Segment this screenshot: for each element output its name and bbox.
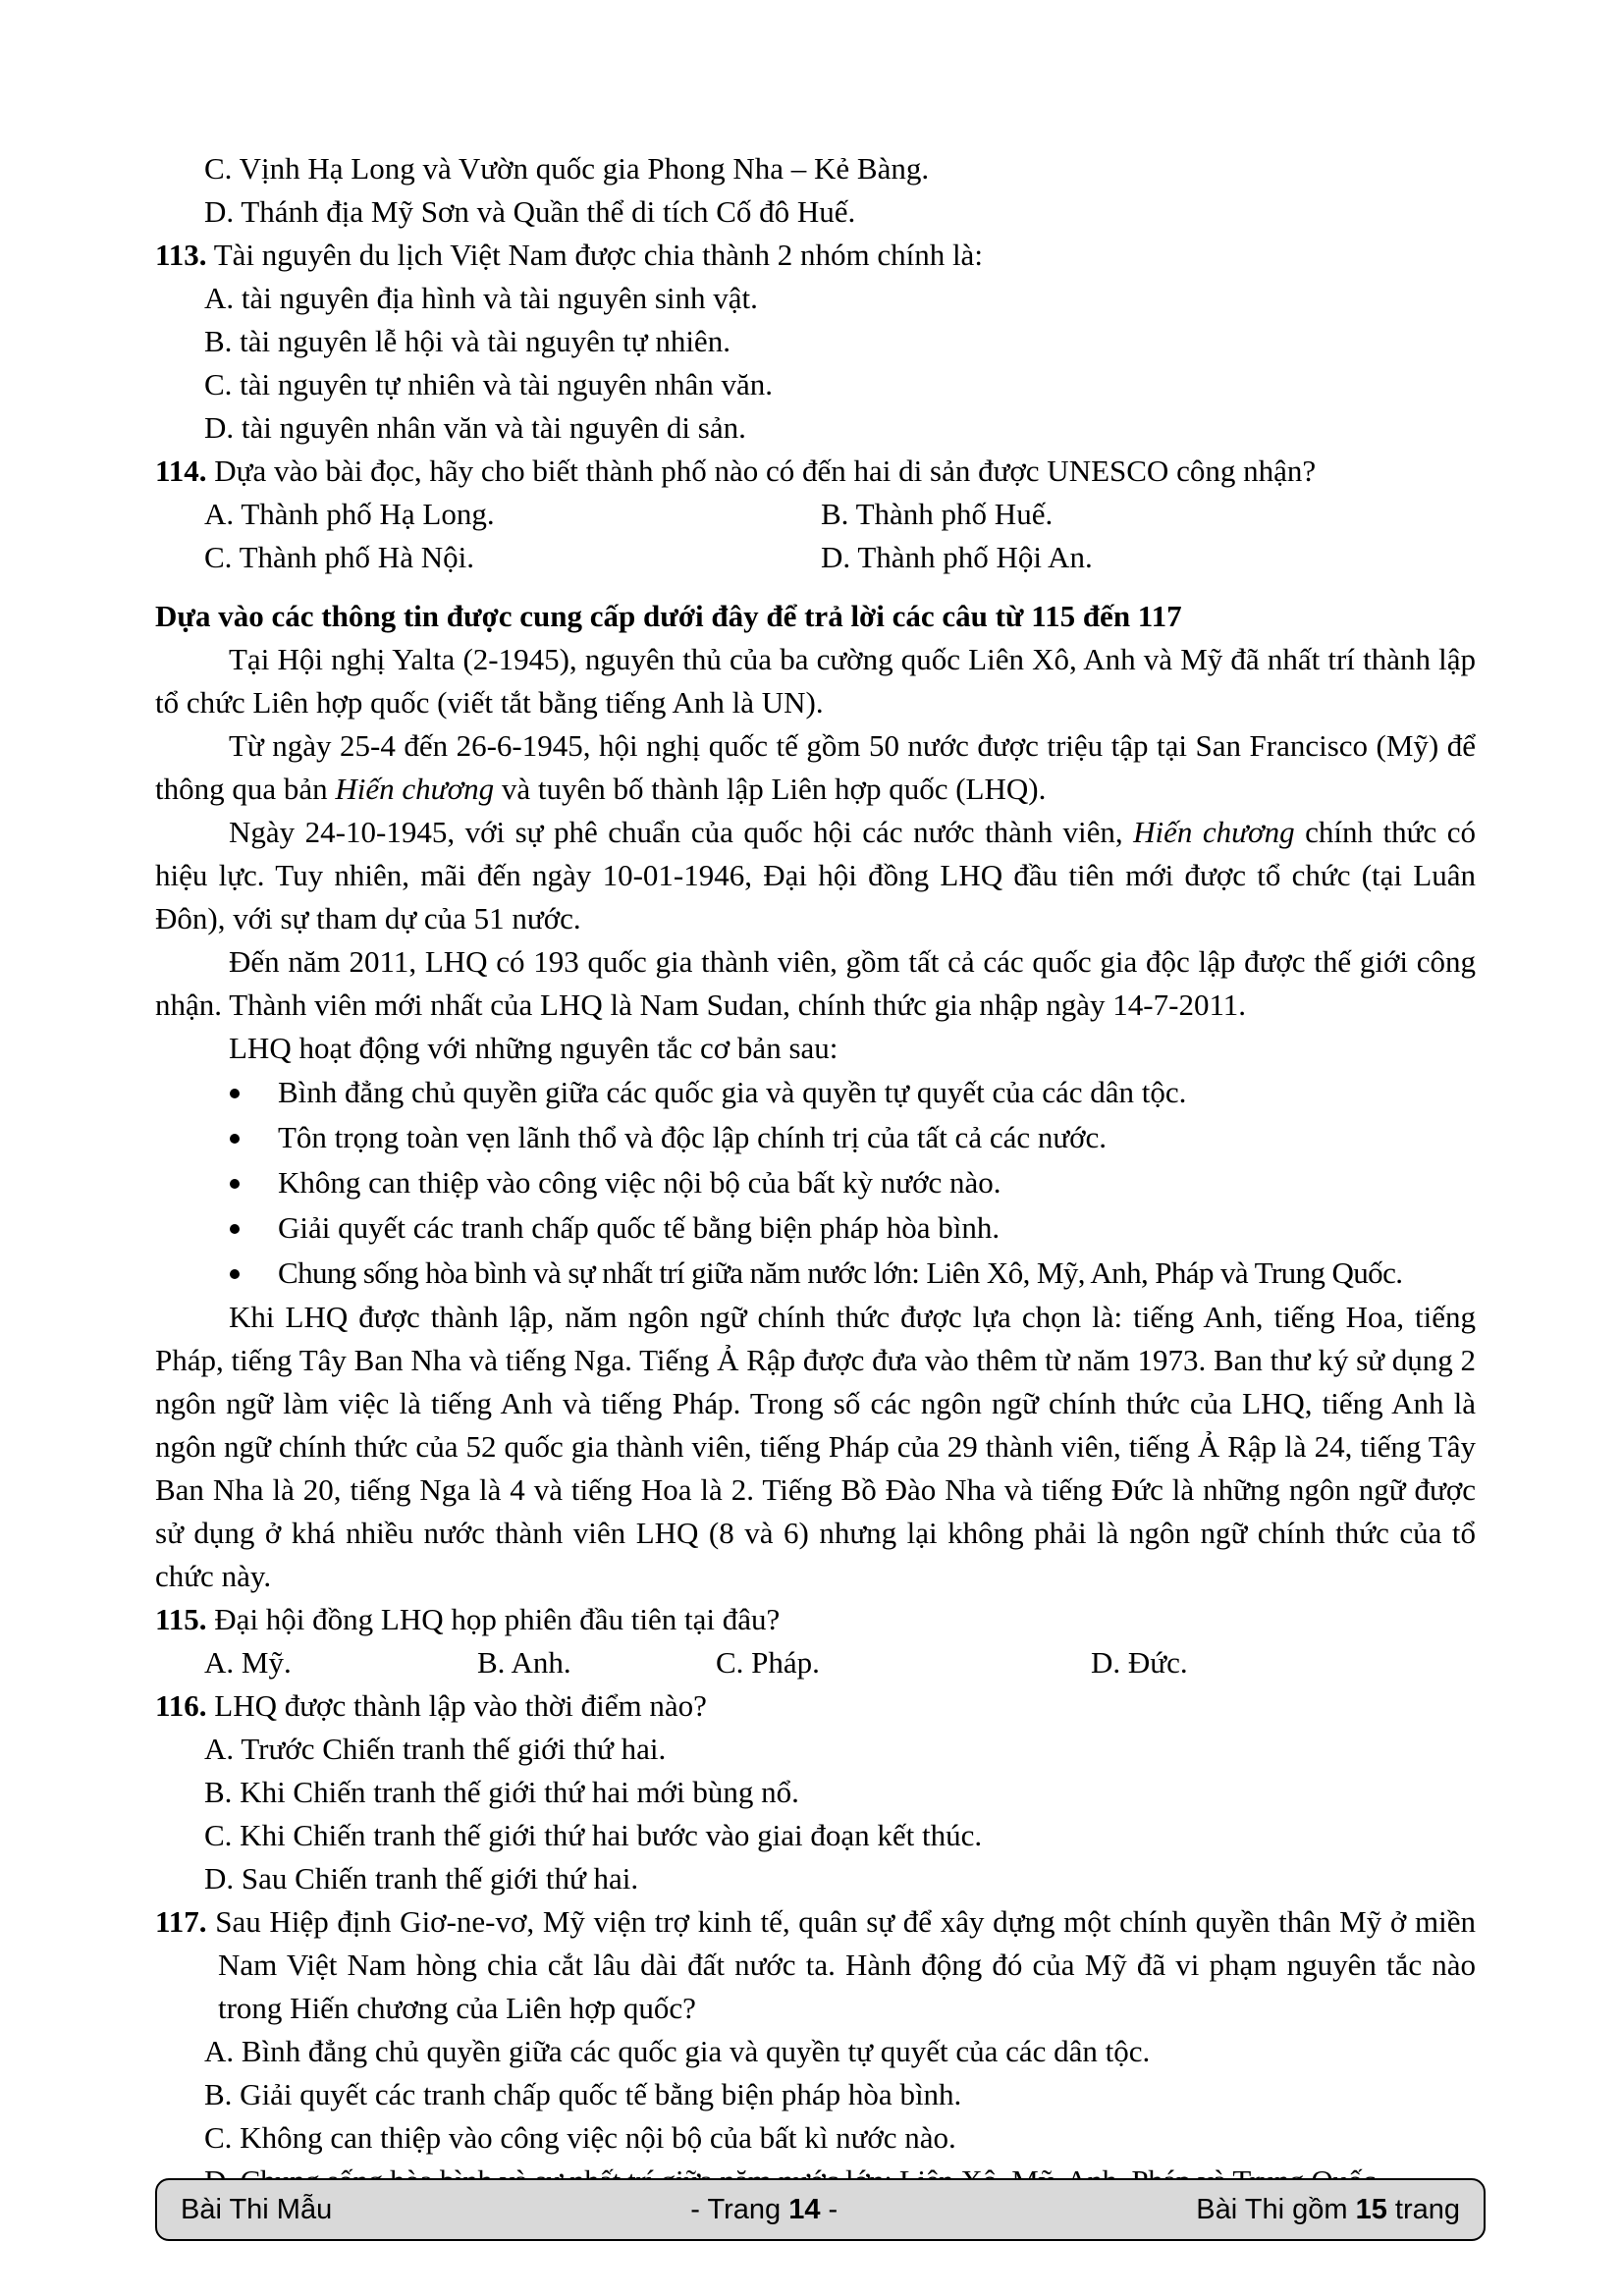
- option: B. tài nguyên lễ hội và tài nguyên tự nhiên.: [204, 324, 730, 358]
- question-text: Dựa vào bài đọc, hãy cho biết thành phố nào có đến hai di sản được UNESCO công nhận?: [206, 454, 1317, 488]
- question-116: [155, 1684, 1476, 1728]
- passage-paragraph: Khi LHQ được thành lập, năm ngôn ngữ chính thức được lựa chọn là: tiếng Anh, tiếng Hoa, tiếng Pháp, tiếng Tây Ban Nha và tiếng Nga. Tiếng Ả Rập được đưa vào thêm từ năm 1973. Ban thư ký sử dụng 2 ngôn ngữ làm việc là tiếng Anh và tiếng Pháp. Trong số các ngôn ngữ chính thức của LHQ, tiếng Anh là ngôn ngữ chính thức của 52 quốc gia thành viên, tiếng Pháp của 29 thành viên, tiếng Ả Rập là 24, tiếng Tây Ban Nha là 20, tiếng Nga là 4 và tiếng Hoa là 2. Tiếng Bồ Đào Nha và tiếng Đức là những ngôn ngữ được sử dụng ở khá nhiều nước thành viên LHQ (8 và 6) nhưng lại không phải là ngôn ngữ chính thức của tổ chức này.: [155, 1300, 1476, 1593]
- option: C. Khi Chiến tranh thế giới thứ hai bước vào giai đoạn kết thúc.: [204, 1818, 983, 1852]
- question-number: 115.: [155, 1602, 207, 1636]
- option: B. Anh.: [477, 1645, 571, 1680]
- question-text: Tài nguyên du lịch Việt Nam được chia thành 2 nhóm chính là:: [206, 238, 983, 272]
- option: A. Thành phố Hạ Long.: [204, 497, 495, 531]
- option: D. Thành phố Hội An.: [821, 540, 1093, 574]
- question-text: Sau Hiệp định Giơ-ne-vơ, Mỹ viện trợ kinh tế, quân sự để xây dựng một chính quyền thân Mỹ ở miền Nam Việt Nam hòng chia cắt lâu dài đất nước ta. Hành động đó của Mỹ đã vi phạm nguyên tắc nào trong Hiến chương của Liên hợp quốc?: [206, 1904, 1476, 2025]
- question-text: LHQ được thành lập vào thời điểm nào?: [206, 1688, 707, 1723]
- question-113: [155, 234, 1476, 277]
- passage-paragraph: Tại Hội nghị Yalta (2-1945), nguyên thủ của ba cường quốc Liên Xô, Anh và Mỹ đã nhất trí thành lập tổ chức Liên hợp quốc (viết tắt bằng tiếng Anh là UN).: [155, 642, 1476, 720]
- question-text: Đại hội đồng LHQ họp phiên đầu tiên tại đâu?: [206, 1602, 781, 1636]
- passage-paragraph: Đến năm 2011, LHQ có 193 quốc gia thành viên, gồm tất cả các quốc gia độc lập được thế giới công nhận. Thành viên mới nhất của LHQ là Nam Sudan, chính thức gia nhập ngày 14-7-2011.: [155, 944, 1476, 1022]
- option: D. Đức.: [1091, 1645, 1188, 1680]
- options-row: [155, 493, 1476, 536]
- option: C. Không can thiệp vào công việc nội bộ của bất kì nước nào.: [204, 2120, 956, 2155]
- option: C. Vịnh Hạ Long và Vườn quốc gia Phong Nha – Kẻ Bàng.: [204, 151, 930, 186]
- option: C. Thành phố Hà Nội.: [204, 540, 474, 574]
- page-footer: [155, 2178, 1486, 2241]
- option: B. Giải quyết các tranh chấp quốc tế bằng biện pháp hòa bình.: [204, 2077, 962, 2111]
- passage-paragraph: Ngày 24-10-1945, với sự phê chuẩn của quốc hội các nước thành viên, Hiến chương chính thức có hiệu lực. Tuy nhiên, mãi đến ngày 10-01-1946, Đại hội đồng LHQ đầu tiên mới được tổ chức (tại Luân Đôn), với sự tham dự của 51 nước.: [155, 815, 1476, 935]
- passage-paragraph: LHQ hoạt động với những nguyên tắc cơ bản sau:: [229, 1031, 839, 1065]
- option: B. Khi Chiến tranh thế giới thứ hai mới bùng nổ.: [204, 1775, 799, 1809]
- options-row: [155, 536, 1476, 579]
- option: A. Bình đẳng chủ quyền giữa các quốc gia và quyền tự quyết của các dân tộc.: [204, 2034, 1151, 2068]
- option: A. tài nguyên địa hình và tài nguyên sinh vật.: [204, 281, 758, 315]
- exam-page: [155, 147, 1476, 2203]
- footer-total-pages: Bài Thi gồm 15 trang: [1196, 2193, 1460, 2225]
- list-item: Tôn trọng toàn vẹn lãnh thổ và độc lập chính trị của tất cả các nước.: [155, 1115, 1476, 1160]
- question-number: 114.: [155, 454, 207, 488]
- question-117: [155, 1900, 1476, 2030]
- option: D. tài nguyên nhân văn và tài nguyên di sản.: [204, 410, 746, 445]
- option: D. Thánh địa Mỹ Sơn và Quần thể di tích Cố đô Huế.: [204, 194, 856, 229]
- option: D. Sau Chiến tranh thế giới thứ hai.: [204, 1861, 639, 1896]
- footer-page-number: - Trang 14 -: [690, 2193, 839, 2225]
- footer-exam-label: Bài Thi Mẫu: [181, 2193, 333, 2225]
- principles-list: [155, 1070, 1476, 1296]
- option: C. tài nguyên tự nhiên và tài nguyên nhân văn.: [204, 367, 773, 401]
- options-row: [155, 1641, 1476, 1684]
- passage-heading: Dựa vào các thông tin được cung cấp dưới đây để trả lời các câu từ 115 đến 117: [155, 599, 1182, 633]
- list-item: Bình đẳng chủ quyền giữa các quốc gia và quyền tự quyết của các dân tộc.: [155, 1070, 1476, 1115]
- question-114: [155, 450, 1476, 493]
- option: A. Trước Chiến tranh thế giới thứ hai.: [204, 1732, 667, 1766]
- list-item: Giải quyết các tranh chấp quốc tế bằng biện pháp hòa bình.: [155, 1205, 1476, 1251]
- passage-paragraph: Từ ngày 25-4 đến 26-6-1945, hội nghị quốc tế gồm 50 nước được triệu tập tại San Francisco (Mỹ) để thông qua bản Hiến chương và tuyên bố thành lập Liên hợp quốc (LHQ).: [155, 728, 1476, 806]
- question-number: 113.: [155, 238, 207, 272]
- option: B. Thành phố Huế.: [821, 497, 1054, 531]
- option: A. Mỹ.: [204, 1645, 292, 1680]
- question-number: 116.: [155, 1688, 207, 1723]
- option: C. Pháp.: [716, 1645, 820, 1680]
- list-item: Không can thiệp vào công việc nội bộ của bất kỳ nước nào.: [155, 1160, 1476, 1205]
- question-115: [155, 1598, 1476, 1641]
- question-number: 117.: [155, 1904, 207, 1939]
- list-item: Chung sống hòa bình và sự nhất trí giữa năm nước lớn: Liên Xô, Mỹ, Anh, Pháp và Trung Quốc.: [155, 1251, 1476, 1296]
